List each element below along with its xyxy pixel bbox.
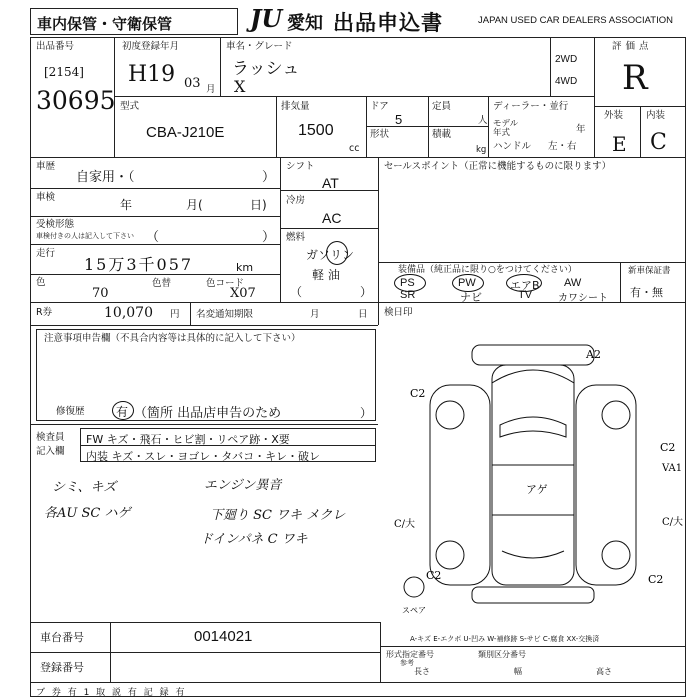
inspection-label: 車検 (36, 192, 56, 203)
shift-value: AT (322, 175, 339, 191)
color-label: 色 (36, 277, 46, 288)
car-hood-outline (492, 370, 574, 383)
wheel-front-left (436, 401, 464, 429)
diag-a2: A2 (586, 348, 601, 361)
logo-text: 愛知 (287, 13, 323, 34)
wheel-rear-left (436, 541, 464, 569)
notes-label: 注意事項申告欄（不具合内容等は具体的に記入して下さい） (44, 333, 301, 344)
damage-legend: A-キズ E-エクボ U-凹み W-補修跡 S-サビ C-腐食 XX-交換済 (410, 635, 600, 643)
equipment-aw: AW (564, 277, 582, 289)
inspector-memo-1: シミ、キズ (52, 480, 117, 495)
diag-c-large-right: C/大 (662, 517, 684, 528)
logo-mark: JU (250, 4, 283, 33)
interior-label: 内装 (646, 110, 666, 121)
diag-c2-right-bottom: C2 (648, 573, 664, 586)
interior-value: C (650, 130, 667, 155)
inspection-month-unit: 月( (186, 198, 203, 212)
equipment-airbag-circle (506, 274, 542, 292)
remarks-label: 検日印 (384, 307, 413, 318)
type-number-label: 形式指定番号 (386, 650, 434, 659)
equipment-ps: PS (400, 277, 415, 289)
score-value: R (622, 58, 648, 98)
equipment-ps-circle (394, 274, 426, 292)
repair-label: 修復歴 (56, 406, 85, 417)
fuel-selected-circle (326, 241, 348, 265)
color-change-label: 色替 (152, 278, 172, 289)
dealer-import-label: ディーラー・並行 (493, 101, 569, 112)
loading-unit: kg (476, 145, 487, 155)
transfer-note: 車検付きの人は記入して下さい (36, 232, 134, 240)
class-number-label: 類別区分番号 (478, 650, 526, 659)
lot-sub-number: [2154] (44, 65, 84, 79)
notice-day: 日 (358, 309, 368, 320)
mileage-label: 走行 (36, 248, 56, 259)
transfer-open: （ (146, 230, 160, 245)
first-reg-label: 初度登録年月 (122, 41, 180, 52)
repair-value-circle (112, 401, 134, 420)
diag-c-large-left: C/大 (394, 519, 416, 530)
length-label: 長さ (414, 667, 430, 676)
notice-label: 名変通知期限 (196, 309, 254, 320)
shape-label: 形状 (370, 129, 390, 140)
diag-c2-left-bottom: C2 (426, 569, 442, 582)
model-code-label: 型式 (120, 101, 140, 112)
fuel-open: （ (290, 285, 303, 299)
car-damage-diagram (380, 325, 686, 630)
repair-close: ） (360, 406, 373, 420)
equipment-pw: PW (458, 277, 476, 289)
displacement-value: 1500 (298, 122, 334, 139)
displacement-label: 排気量 (281, 101, 310, 112)
exterior-value: E (612, 132, 627, 156)
bottom-row: ブ 券 有 1 取 説 有 記 録 有 (36, 688, 187, 698)
model-grade: X (234, 77, 246, 96)
car-rear-bumper (472, 587, 594, 603)
displacement-unit: cc (349, 143, 360, 154)
handle-label: ハンドル (493, 141, 532, 152)
lot-label: 出品番号 (36, 41, 75, 52)
transfer-close: ） (262, 230, 276, 245)
color-value: 70 (92, 286, 109, 301)
first-reg-month-unit: 月 (206, 84, 216, 95)
model-label: 車名・グレード (226, 41, 293, 52)
car-left-side (430, 385, 490, 585)
loading-label: 積載 (432, 129, 452, 140)
fuel-label: 燃料 (286, 232, 306, 243)
transfer-label: 受検形態 (36, 219, 75, 230)
fuel-close: ） (360, 285, 373, 299)
car-rear-window (502, 551, 564, 558)
equipment-pw-circle (452, 274, 484, 292)
form-title: 出品申込書 (333, 11, 443, 35)
equipment-airbag: エアB (510, 279, 540, 292)
equipment-sr: SR (400, 289, 416, 301)
recycle-label: R券 (36, 307, 53, 318)
aircon-label: 冷房 (286, 195, 306, 206)
exterior-label: 外装 (604, 110, 624, 121)
model-name: ラッシュ (232, 59, 300, 79)
fuel-gasoline: ガソリン (306, 248, 355, 262)
history-label: 車歴 (36, 161, 56, 172)
chassis-value: 0014021 (194, 628, 253, 645)
drive-2wd: 2WD (555, 54, 578, 65)
mileage-value: 15万3千057 (84, 255, 194, 274)
diag-spare-label: スペア (402, 606, 426, 615)
drive-4wd: 4WD (555, 76, 578, 87)
warranty-label: 新車保証書 (628, 266, 671, 276)
first-reg-month: 03 (184, 76, 201, 91)
car-front-bumper (472, 345, 594, 365)
diag-va1: VA1 (662, 463, 683, 474)
first-reg-era-year: H19 (128, 62, 176, 87)
handle-options: 左・右 (548, 141, 577, 152)
notice-month: 月 (310, 309, 320, 320)
ref-label: 参考 (400, 659, 414, 667)
equipment-navi: ナビ (460, 291, 482, 304)
history-close: ） (262, 170, 276, 185)
inspector-label-2: 記入欄 (36, 446, 65, 457)
mileage-unit: km (236, 261, 254, 274)
sales-point-label: セールスポイント（正常に機能するものに限ります） (384, 161, 612, 172)
car-windshield (500, 417, 566, 437)
fuel-diesel: 軽 油 (312, 268, 340, 282)
spare-tire (404, 577, 424, 597)
equipment-label: 装備品（純正品に限り○をつけてください） (398, 265, 577, 275)
inspector-label-1: 検査員 (36, 432, 65, 443)
recycle-value: 10,070 (104, 305, 153, 321)
association-name: JAPAN USED CAR DEALERS ASSOCIATION (478, 15, 673, 26)
aircon-value: AC (322, 210, 342, 226)
equipment-tv: TV (518, 289, 533, 301)
wheel-rear-right (602, 541, 630, 569)
storage-label-box (30, 8, 238, 35)
diag-age: アゲ (526, 483, 548, 496)
capacity-unit: 人 (478, 115, 488, 126)
inspector-memo-2: 各AU SC ハゲ (44, 506, 131, 521)
inspector-interior-row: 内装 キズ・スレ・ヨゴレ・タバコ・キレ・破レ (86, 450, 321, 463)
inspector-memo-5: ドインパネ C ワキ (200, 532, 308, 547)
repair-detail: （箇所 出品店申告のため (134, 406, 282, 421)
capacity-label: 定員 (432, 101, 452, 112)
inspector-memo-3: エンジン異音 (204, 478, 282, 493)
model-code-value: CBA-J210E (146, 124, 225, 141)
car-right-side (576, 385, 636, 585)
chassis-label: 車台番号 (40, 631, 84, 644)
storage-label: 車内保管・守衛保管 (37, 15, 173, 33)
recycle-unit: 円 (170, 309, 180, 320)
inspection-day-unit: 日) (250, 198, 267, 212)
wheel-front-right (602, 401, 630, 429)
inspector-fw-row: FW キズ・飛石・ヒビ割・リペア跡・X要 (86, 433, 290, 446)
score-label: 評価点 (612, 41, 653, 52)
doors-label: ドア (370, 101, 389, 112)
dealer-model-year-label: モデル 年式 (493, 119, 519, 138)
diag-c2-left-top: C2 (410, 387, 426, 400)
inspection-year-unit: 年 (120, 198, 133, 212)
dealer-year-unit: 年 (576, 124, 586, 135)
diag-c2-right-top: C2 (660, 441, 676, 454)
warranty-options: 有・無 (630, 286, 663, 299)
doors-value: 5 (395, 112, 403, 127)
registration-label: 登録番号 (40, 661, 84, 674)
equipment-seat: カワシート (558, 293, 608, 304)
color-code-label: 色コード (206, 278, 245, 289)
inspector-memo-4: 下廻り SC ワキ メクレ (210, 508, 346, 523)
shift-label: シフト (286, 161, 315, 172)
width-label: 幅 (514, 667, 522, 676)
color-code-value: X07 (230, 286, 256, 301)
equipment-grid (386, 277, 614, 304)
height-label: 高さ (596, 667, 612, 676)
repair-value: 有 (116, 405, 129, 419)
history-value: 自家用・（ (76, 170, 135, 185)
lot-number: 30695 (36, 86, 116, 115)
